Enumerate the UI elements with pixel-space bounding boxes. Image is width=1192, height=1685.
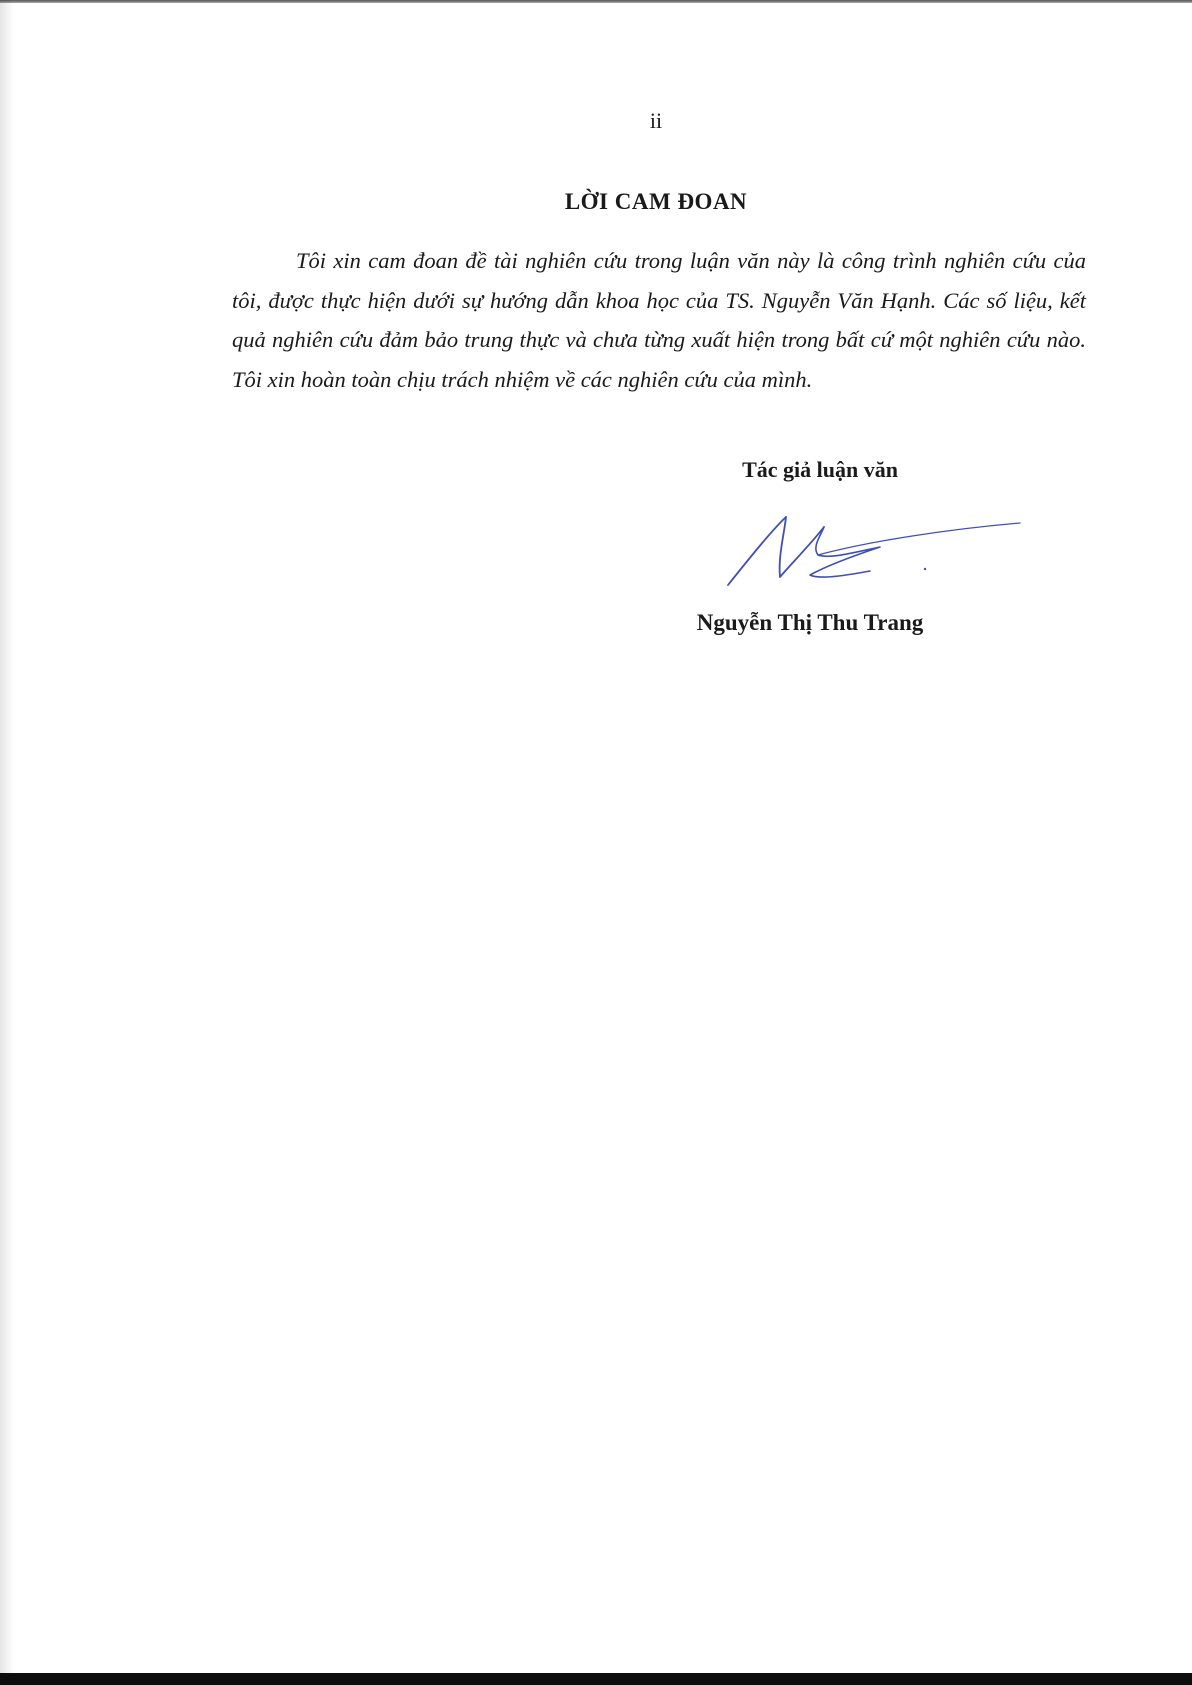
scan-top-edge — [0, 0, 1192, 3]
author-label: Tác giả luận văn — [742, 457, 898, 482]
page-number: ii — [649, 108, 663, 133]
declaration-body: Tôi xin cam đoan đề tài nghiên cứu trong luận văn này là công trình nghiên cứu của tôi, được thực hiện dưới sự hướng dẫn khoa học của TS. Nguyễn Văn Hạnh. Các số liệu, kết quả nghiên cứu đảm bảo trung thực và chưa từng xuất hiện trong bất cứ một nghiên cứu nào. Tôi xin hoàn toàn chịu trách nhiệm về các nghiên cứu của mình. — [232, 248, 1086, 392]
scan-bottom-edge — [0, 1673, 1192, 1685]
handwritten-signature — [720, 505, 1040, 600]
author-name: Nguyễn Thị Thu Trang — [696, 610, 924, 635]
declaration-title: LỜI CAM ĐOAN — [564, 189, 748, 214]
scan-binding-shadow — [0, 0, 14, 1673]
